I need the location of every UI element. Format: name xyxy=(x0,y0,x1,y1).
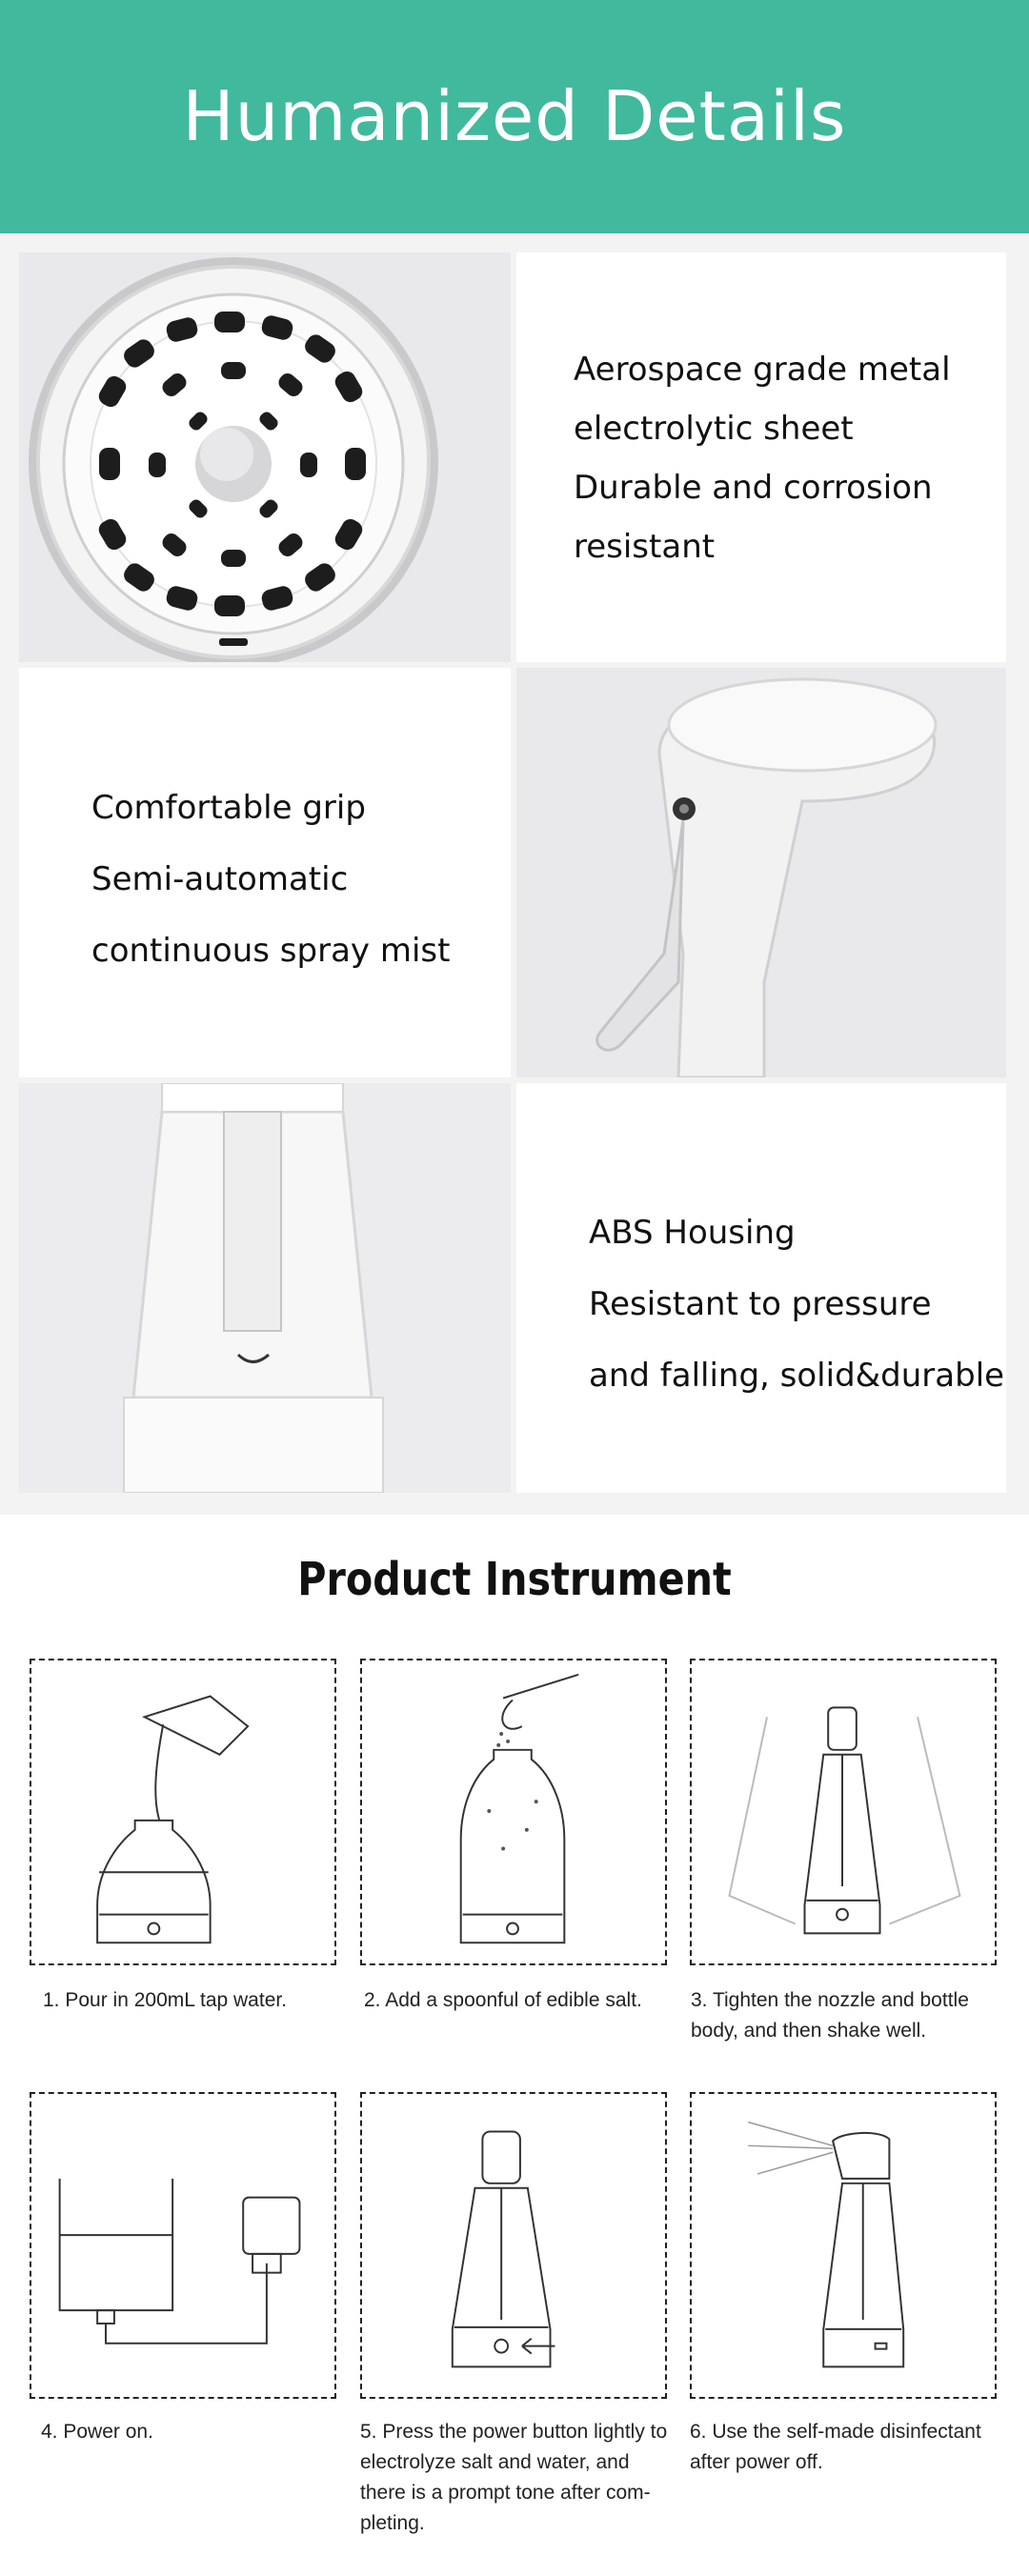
step-3-illustration xyxy=(690,1659,997,1965)
page-title: Humanized Details xyxy=(182,76,847,156)
section-title: Product Instrument xyxy=(297,1553,732,1606)
detail-line: Durable and corrosion xyxy=(574,469,933,507)
step-4-caption: 4. Power on. xyxy=(41,2421,153,2443)
step-5-caption: 5. Press the power button lightly to electrolyze salt and water, and there is a prompt tone after com-pleting. xyxy=(360,2421,668,2534)
detail-line: Aerospace grade metal xyxy=(574,351,951,389)
detail-line: and falling, solid&durable xyxy=(589,1357,1005,1395)
detail-text-2 xyxy=(91,773,450,987)
step-2-illustration xyxy=(360,1659,667,1965)
detail-line: continuous spray mist xyxy=(91,932,451,970)
step-3-caption: 3. Tighten the nozzle and bottle body, and then shake well. xyxy=(691,1989,969,2042)
detail-line: Semi-automatic xyxy=(91,860,349,898)
electrolytic-sheet-photo xyxy=(19,252,511,662)
step-6-caption: 6. Use the self-made disinfectant after power off. xyxy=(690,2421,981,2473)
detail-text-card-2 xyxy=(19,668,511,1077)
detail-line: electrolytic sheet xyxy=(574,410,854,448)
detail-text-card-3 xyxy=(516,1083,1006,1493)
shake-bottle-icon xyxy=(692,1660,995,1963)
detail-text-3 xyxy=(589,1197,1004,1412)
detail-line: resistant xyxy=(574,528,716,566)
add-salt-icon xyxy=(362,1660,665,1963)
step-2-caption: 2. Add a spoonful of edible salt. xyxy=(364,1989,642,2011)
power-button-icon xyxy=(362,2094,665,2397)
detail-line: Comfortable grip xyxy=(91,789,366,827)
detail-line: ABS Housing xyxy=(589,1214,796,1252)
step-4-illustration xyxy=(30,2092,336,2399)
step-5-illustration xyxy=(360,2092,667,2399)
detail-text-card-1 xyxy=(516,252,1006,662)
abs-housing-photo xyxy=(19,1083,511,1493)
spray-trigger-photo xyxy=(516,668,1006,1077)
spray-icon xyxy=(692,2094,995,2397)
power-on-icon xyxy=(31,2094,334,2397)
header-banner xyxy=(0,0,1029,233)
detail-line: Resistant to pressure xyxy=(589,1285,932,1323)
pour-water-icon xyxy=(31,1660,334,1963)
details-section xyxy=(0,233,1029,1515)
detail-text-1 xyxy=(574,340,951,576)
step-1-illustration xyxy=(30,1659,336,1965)
step-1-caption: 1. Pour in 200mL tap water. xyxy=(43,1989,288,2011)
step-6-illustration xyxy=(690,2092,997,2399)
